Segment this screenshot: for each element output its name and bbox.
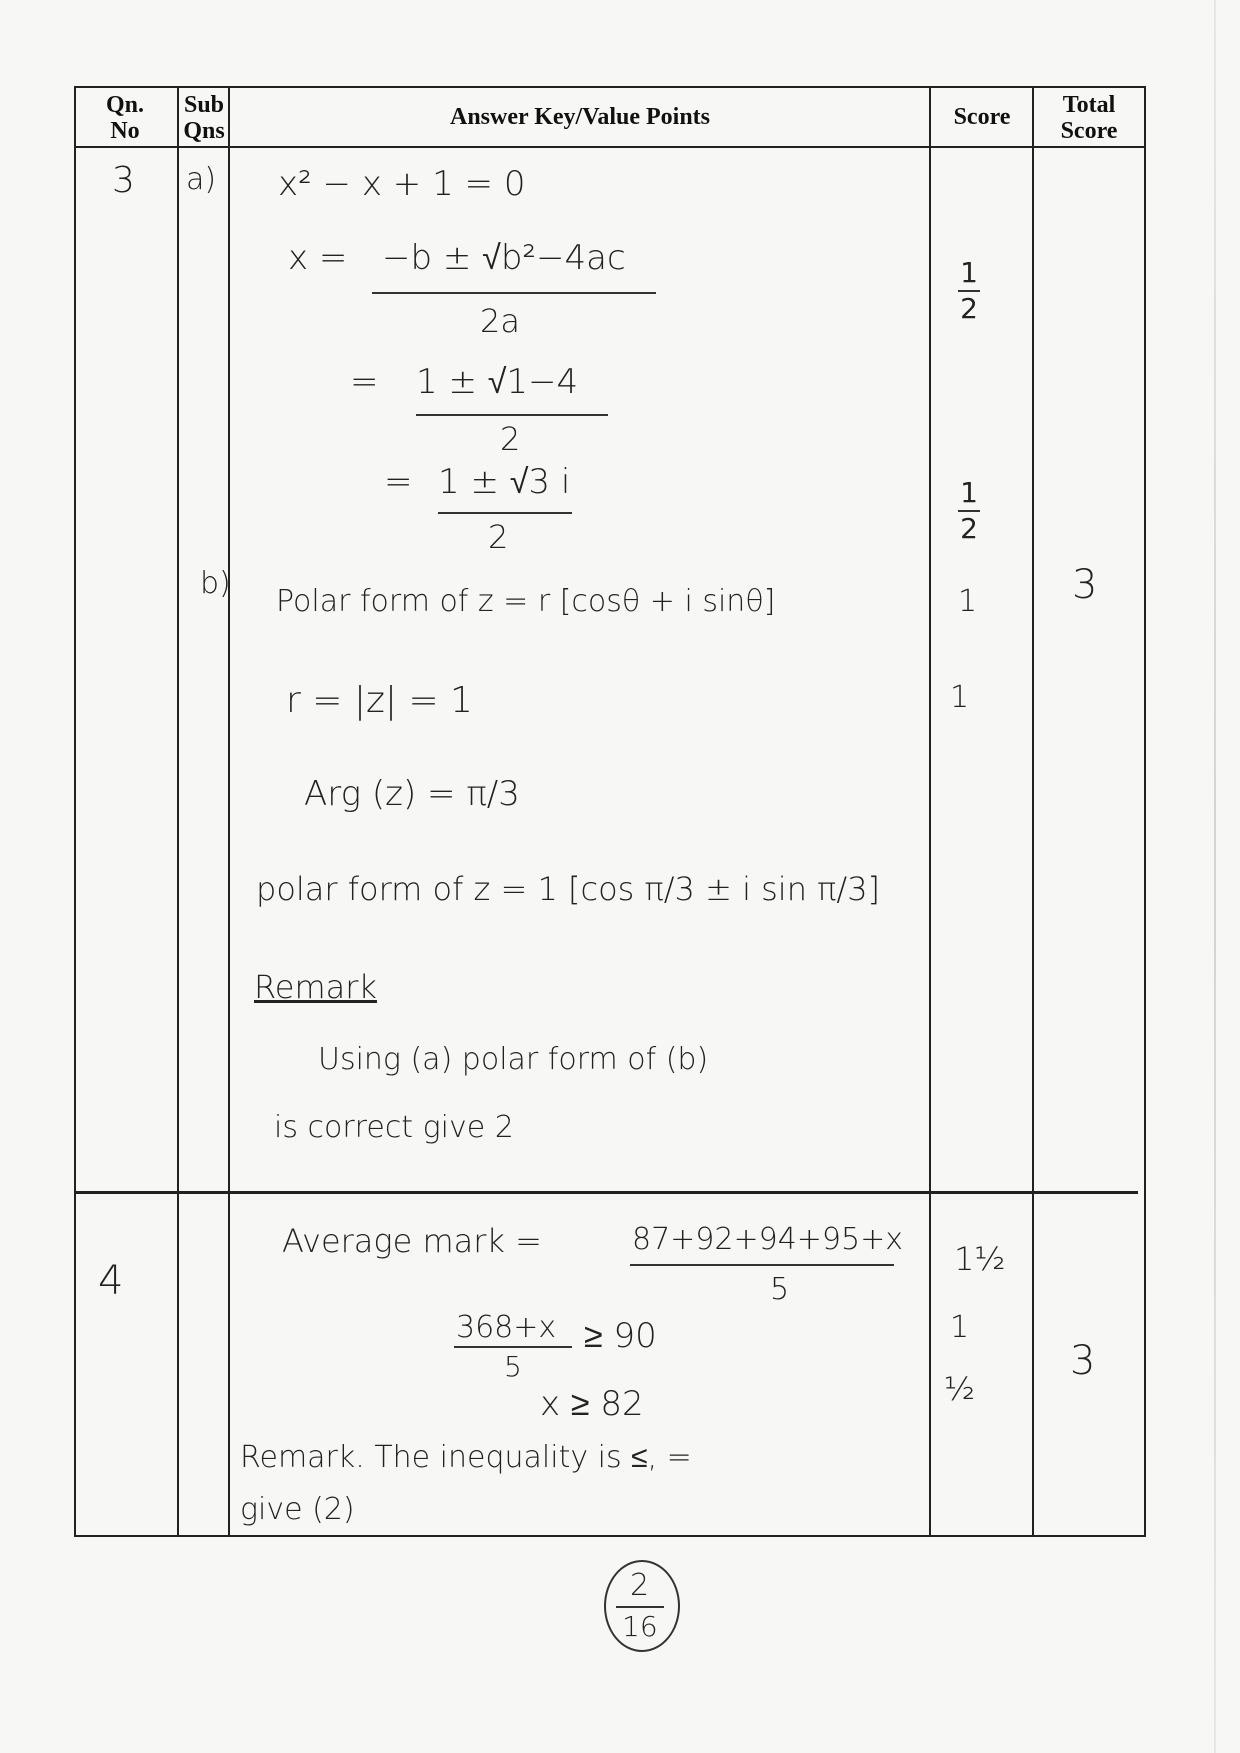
q3-equation: x² − x + 1 = 0 — [278, 164, 526, 204]
q3-remark-title: Remark — [254, 968, 377, 1006]
q4-score-one: 1 — [950, 1310, 970, 1345]
q4-inequality-denominator: 5 — [504, 1350, 522, 1383]
q3-step2-denominator: 2 — [500, 420, 521, 458]
q3-total-score: 3 — [1072, 562, 1098, 608]
q4-number: 4 — [98, 1258, 124, 1304]
q3-formula-numerator: −b ± √b²−4ac — [382, 238, 626, 278]
q4-result: x ≥ 82 — [540, 1384, 644, 1424]
q3-formula-denominator: 2a — [480, 302, 520, 340]
q3-score-half-1: 1 2 — [954, 258, 984, 324]
header-answer-key: Answer Key/Value Points — [449, 104, 710, 130]
q3-step2-bar — [416, 414, 608, 416]
q3-step3-bar — [438, 512, 572, 514]
q3-formula-lhs: x = — [288, 238, 348, 278]
q3-sub-b: b) — [200, 566, 231, 601]
q3-step2-numerator: 1 ± √1−4 — [416, 362, 579, 402]
q3-score-polar: 1 — [958, 584, 978, 619]
q3-remark-line1: Using (a) polar form of (b) — [318, 1042, 709, 1077]
q3-formula-bar — [372, 292, 656, 294]
q4-total-score: 3 — [1070, 1338, 1096, 1384]
q3-polar-result: polar form of z = 1 [cos π/3 ± i sin π/3] — [256, 870, 881, 908]
q3-argument: Arg (z) = π/3 — [304, 774, 520, 814]
q4-average-bar — [630, 1264, 894, 1266]
q3-step2-equals: = — [350, 362, 379, 402]
q4-inequality-rhs: ≥ 90 — [584, 1316, 657, 1356]
header-total-score: Total Score — [1060, 92, 1118, 144]
header-qn-no: Qn. No — [105, 92, 144, 144]
q3-score-modulus: 1 — [950, 680, 970, 715]
q3-modulus: r = |z| = 1 — [286, 680, 473, 721]
page-number-bar — [616, 1606, 664, 1608]
q4-average-numerator: 87+92+94+95+x — [632, 1222, 903, 1257]
page-number-total: 16 — [622, 1610, 658, 1643]
q3-polar-definition: Polar form of z = r [cosθ + i sinθ] — [276, 584, 776, 619]
q4-remark-line1: Remark. The inequality is ≤, = — [240, 1440, 692, 1475]
q4-average-lhs: Average mark = — [282, 1222, 542, 1260]
q3-remark-line2: is correct give 2 — [274, 1110, 514, 1145]
q3-step3-denominator: 2 — [488, 518, 509, 556]
q3-score-half-2: 1 2 — [954, 478, 984, 544]
q4-score-half: ½ — [944, 1370, 976, 1408]
q3-sub-a: a) — [186, 162, 217, 197]
q3-step3-equals: = — [384, 462, 413, 502]
q4-inequality-bar — [454, 1346, 572, 1348]
q4-score-one-and-half: 1½ — [954, 1240, 1006, 1278]
header-score: Score — [953, 104, 1011, 130]
q3-number: 3 — [112, 160, 135, 201]
q4-inequality-numerator: 368+x — [456, 1310, 557, 1345]
q4-remark-line2: give (2) — [240, 1492, 355, 1527]
header-sub-qns: Sub Qns — [183, 92, 225, 144]
q3-step3-numerator: 1 ± √3 i — [438, 462, 571, 502]
page-number-current: 2 — [630, 1568, 650, 1603]
page-edge — [1214, 0, 1216, 1753]
q4-average-denominator: 5 — [770, 1272, 790, 1307]
